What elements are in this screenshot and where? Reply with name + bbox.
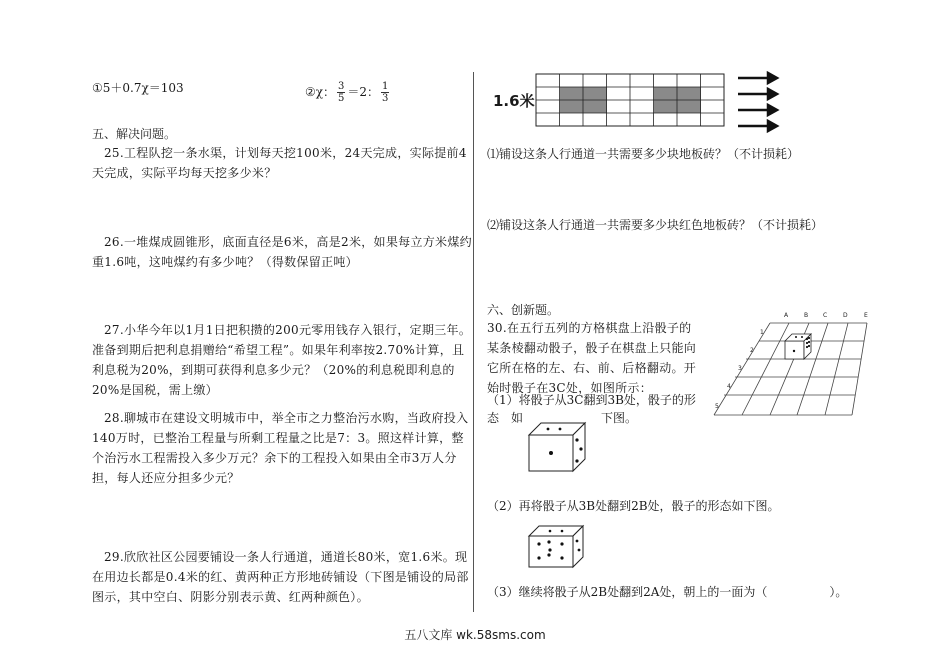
question-30-part-3 [487,582,847,602]
board-col-d: D [843,312,848,319]
footer-watermark: 五八文库 wk.58sms.com [404,628,546,642]
arrows-icon [738,72,778,136]
equation-1: ①5＋0.7χ＝103 [92,81,184,95]
column-divider [473,72,474,612]
board-col-b: B [804,312,809,319]
question-29: 29.欣欣社区公园要铺设一条人行通道，通道长80米，宽1.6米。现在用边长都是0.4米的红、黄两种正方形地砖铺设（下图是铺设的局部图示，其中空白、阴影分别表示黄、红两种颜色）。 [92,550,469,604]
board-col-c: C [823,312,828,319]
dice-board-diagram [712,310,882,425]
fraction-3-5 [337,81,345,104]
tile-path-diagram [536,74,736,130]
board-row-5: 5 [715,403,719,410]
question-30-part-3a: （3）继续将骰子从2B处翻到2A处，朝上的一面为（ [487,585,768,599]
question-30-part-1b-post: 下图。 [601,411,638,425]
board-col-a: A [784,312,789,319]
question-30-part-2: （2）再将骰子从3B处翻到2B处，骰子的形态如下图。 [487,499,780,513]
question-29-part-2: ⑵铺设这条人行通道一共需要多少块红色地板砖？（不计损耗） [487,218,824,232]
question-30-part-1a: （1）将骰子从3C翻到3B处，骰子的形 [487,393,696,407]
question-28: 28.聊城市在建设文明城市中，举全市之力整治污水购，当政府投入140万时，已整治工程量与所剩工程量之比是7：3。照这样计算，整个治污水工程需投入多少万元？余下的工程投入如果由全市3万人分担，每人还应分担多少元？ [92,411,469,485]
question-30-part-1b-pre: 态 如 [487,411,524,425]
board-col-e: E [864,312,868,319]
fraction-numerator: 3 [338,81,345,92]
question-25: 25.工程队挖一条水渠，计划每天挖100米，24天完成，实际提前4天完成，实际平均每天挖多少米？ [92,146,467,180]
question-30-part-3b: ）。 [829,585,848,599]
board-row-1: 1 [760,329,764,336]
equation-2-prefix: ②χ： [305,85,336,99]
section-5-heading: 五、解决问题。 [92,127,177,141]
fraction-1-3 [381,81,389,104]
section-6-heading: 六、创新题。 [487,303,560,317]
equation-2 [305,78,391,106]
question-29-part-1: ⑴铺设这条人行通道一共需要多少块地板砖？（不计损耗） [487,147,800,161]
path-width-label: 1.6米 [493,92,535,110]
board-row-4: 4 [727,383,731,390]
fraction-denominator: 3 [382,93,389,104]
question-30: 30.在五行五列的方格棋盘上沿骰子的某条棱翻动骰子，骰子在棋盘上只能向它所在格的左、右、前、后格翻动。开始时骰子在3C处，如图所示： [487,321,697,395]
fraction-denominator: 5 [338,93,345,104]
board-row-2: 2 [750,347,754,354]
board-row-3: 3 [738,365,742,372]
question-26: 26.一堆煤成圆锥形，底面直径是6米，高是2米，如果每立方米煤约重1.6吨，这吨煤约有多少吨？（得数保留正吨） [92,235,472,269]
fraction-numerator: 1 [382,81,389,92]
equation-2-mid: ＝2： [347,85,380,99]
question-27: 27.小华今年以1月1日把积攒的200元零用钱存入银行，定期三年。准备到期后把利息捐赠给“希望工程”。如果年利率按2.70%计算，且利息税为20%，到期可获得利息多少元？（20%的利息税即利息的20%是国税，需上缴） [92,323,472,397]
dice-figure-2 [528,525,604,569]
dice-figure-1 [528,421,604,473]
